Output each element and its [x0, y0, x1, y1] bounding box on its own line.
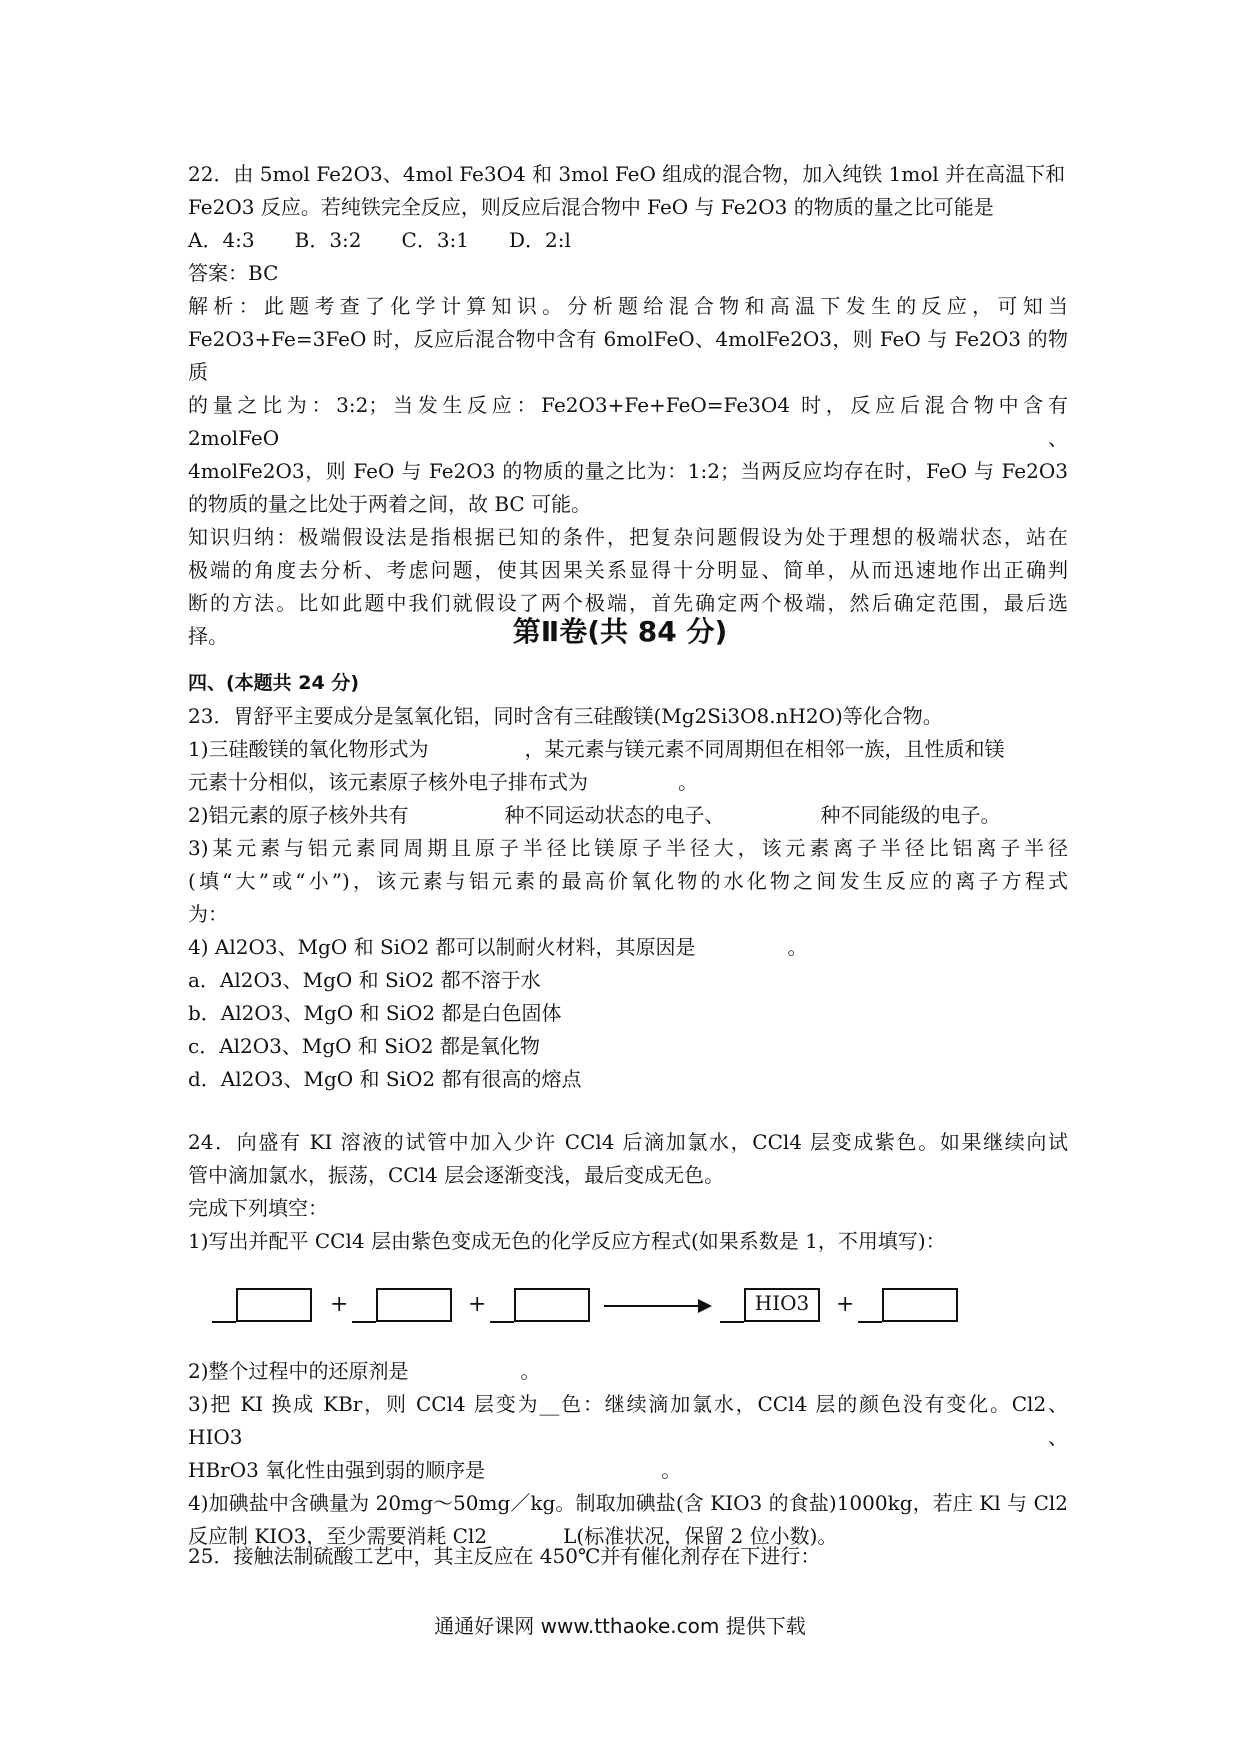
reactant-box-1: [236, 1288, 312, 1322]
q22-knowledge-line3: 断的方法。比如此题中我们就假设了两个极端，首先确定两个极端，然后确定范围，最后选: [188, 591, 1068, 615]
arrow-head-icon: [698, 1299, 712, 1313]
plus-sign-3: +: [836, 1292, 855, 1317]
q24-part2: [188, 1355, 1068, 1388]
q24-instruction: 完成下列填空：: [188, 1196, 328, 1220]
q23-part1-b: ，某元素与镁元素不同周期但在相邻一族，且性质和镁: [524, 737, 1005, 761]
q23-stem: 23．胃舒平主要成分是氢氧化铝，同时含有三硅酸镁(Mg2Si3O8.nH2O)等化合物。: [188, 704, 943, 728]
question-25: [188, 1540, 1068, 1573]
q22-stem-line1: 22．由 5mol Fe2O3、4mol Fe3O4 和 3mol FeO 组成的混合物，加入纯铁 1mol 并在高温下和: [188, 162, 1066, 186]
q22-answer: 答案：BC: [188, 261, 279, 285]
coefficient-blank-1: [212, 1321, 236, 1323]
reaction-arrow: [604, 1305, 702, 1307]
q22-analysis-line3: 的量之比为：3:2；当发生反应：Fe2O3+Fe+FeO=Fe3O4 时，反应后混合物中含有 2molFeO、: [188, 393, 1068, 450]
question-24-continued: [188, 1355, 1068, 1553]
q23-part2-b: 种不同运动状态的电子、: [504, 803, 725, 827]
question-22: [188, 158, 1068, 653]
q24-part4-line1: 4)加碘盐中含碘量为 20mg～50mg／kg。制取加碘盐(含 KIO3 的食盐)1000kg，若庄 Kl 与 Cl2: [188, 1491, 1068, 1515]
q24-part2-a: 2)整个过程中的还原剂是: [188, 1359, 409, 1383]
q24-stem-line1: 24．向盛有 KI 溶液的试管中加入少许 CCl4 后滴加氯水，CCl4 层变成紫色。如果继续向试: [188, 1130, 1068, 1154]
coefficient-blank-4: [720, 1321, 744, 1323]
q23-part2-a: 2)铝元素的原子核外共有: [188, 803, 409, 827]
q23-part4-b: 。: [787, 935, 808, 959]
q22-knowledge-line1: 知识归纳：极端假设法是指根据已知的条件，把复杂问题假设为处于理想的极端状态，站在: [188, 525, 1068, 549]
equation-diagram: [212, 1288, 972, 1328]
q23-part1-line1: [188, 733, 1068, 766]
q22-analysis-line1: 解析：此题考查了化学计算知识。分析题给混合物和高温下发生的反应，可知当: [188, 294, 1068, 318]
product-box-2: [882, 1288, 958, 1322]
q23-option-a: a．Al2O3、MgO 和 SiO2 都不溶于水: [188, 968, 541, 992]
q23-part4: [188, 931, 1068, 964]
q22-stem-line2: Fe2O3 反应。若纯铁完全反应，则反应后混合物中 FeO 与 Fe2O3 的物质的量之比可能是: [188, 195, 994, 219]
part4-header: 四、(本题共 24 分): [188, 672, 360, 694]
q22-analysis-line2: Fe2O3+Fe=3FeO 时，反应后混合物中含有 6molFeO、4molFe2O3，则 FeO 与 Fe2O3 的物质: [188, 327, 1068, 384]
q24-stem-line2: 管中滴加氯水，振荡，CCl4 层会逐渐变浅，最后变成无色。: [188, 1163, 725, 1187]
q24-part3-line1: 3)把 KI 换成 KBr，则 CCl4 层变为__色：继续滴加氯水，CCl4 层的颜色没有变化。Cl2、HIO3、: [188, 1392, 1068, 1449]
q23-part1-line2: [188, 766, 1068, 799]
q22-knowledge-line2: 极端的角度去分析、考虑问题，使其因果关系显得十分明显、简单，从而迅速地作出正确判: [188, 558, 1068, 582]
plus-sign-2: +: [468, 1292, 487, 1317]
question-24: [188, 1126, 1068, 1258]
q24-part4-line2-a: 反应制 KIO3，至少需要消耗 Cl2: [188, 1524, 488, 1548]
q23-option-c: c．Al2O3、MgO 和 SiO2 都是氧化物: [188, 1034, 540, 1058]
page-footer: 通通好课网 www.tthaoke.com 提供下载: [434, 1614, 806, 1638]
q22-knowledge-line4: 择。: [188, 624, 228, 648]
q23-part1-a: 1)三硅酸镁的氧化物形式为: [188, 737, 429, 761]
product-hio3-label: HIO3: [754, 1291, 810, 1315]
q22-analysis-line4: 4molFe2O3，则 FeO 与 Fe2O3 的物质的量之比为：1:2；当两反应均存在时，FeO 与 Fe2O3: [188, 459, 1068, 483]
q24-part3-line2: [188, 1454, 1068, 1487]
reactant-box-2: [376, 1288, 452, 1322]
q23-part4-a: 4) Al2O3、MgO 和 SiO2 都可以制耐火材料，其原因是: [188, 935, 696, 959]
q23-part1-d: 。: [678, 770, 698, 794]
q23-part1-c: 元素十分相似，该元素原子核外电子排布式为: [188, 770, 588, 794]
plus-sign-1: +: [330, 1292, 349, 1317]
q24-part3-line2-b: 。: [661, 1458, 682, 1482]
q23-part3-line2: (填“大”或“小”)，该元素与铝元素的最高价氧化物的水化物之间发生反应的离子方程式: [188, 869, 1068, 893]
coefficient-blank-5: [858, 1321, 882, 1323]
q23-option-b: b．Al2O3、MgO 和 SiO2 都是白色固体: [188, 1001, 562, 1025]
question-23: [188, 667, 1068, 1096]
q23-part2: [188, 799, 1068, 832]
q24-part2-b: 。: [520, 1359, 541, 1383]
q22-analysis-line5: 的物质的量之比处于两着之间，故 BC 可能。: [188, 492, 592, 516]
q24-part4-line2-b: L(标准状况，保留 2 位小数)。: [563, 1524, 838, 1548]
q24-part3-line2-a: HBrO3 氧化性由强到弱的顺序是: [188, 1458, 486, 1482]
q23-part3-line3: 为：: [188, 902, 228, 926]
q23-part3-line1: 3)某元素与铝元素同周期且原子半径比镁原子半径大，该元素离子半径比铝离子半径: [188, 836, 1068, 860]
section-title: 第Ⅱ卷(共 84 分): [512, 615, 728, 648]
q22-options: A．4:3 B．3:2 C．3:1 D．2:l: [188, 228, 571, 252]
q23-option-d: d．Al2O3、MgO 和 SiO2 都有很高的熔点: [188, 1067, 582, 1091]
q23-part2-c: 种不同能级的电子。: [820, 803, 1001, 827]
coefficient-blank-3: [490, 1321, 514, 1323]
reactant-box-3: [514, 1288, 590, 1322]
coefficient-blank-2: [352, 1321, 376, 1323]
q25-stem: 25．接触法制硫酸工艺中，其主反应在 450℃并有催化剂存在下进行：: [188, 1544, 821, 1568]
q24-part1: 1)写出并配平 CCl4 层由紫色变成无色的化学反应方程式(如果系数是 1，不用填写)：: [188, 1229, 946, 1253]
